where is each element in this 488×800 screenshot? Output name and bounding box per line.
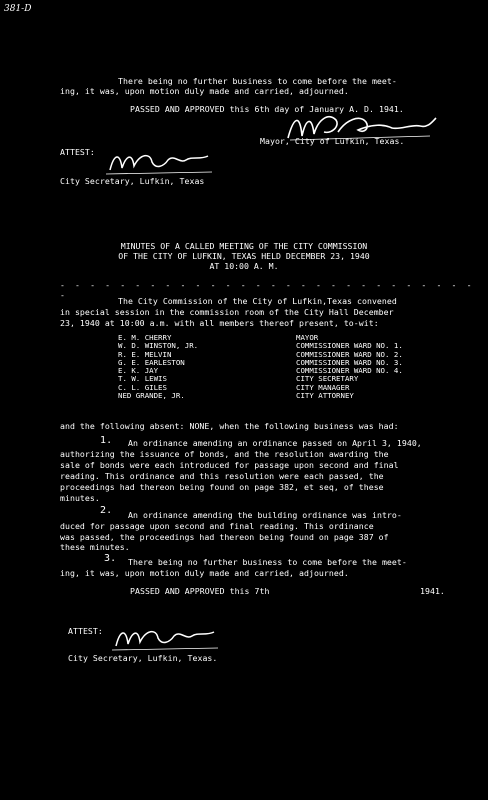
item-2-line-4: these minutes. [60, 542, 130, 552]
member-title: CITY MANAGER [296, 382, 350, 392]
item-2-line-3: was passed, the proceedings had thereon being found on page 387 of [60, 532, 389, 542]
separator-line: - - - - - - - - - - - - - - - - - - - - - - - - - - - - - [60, 280, 475, 300]
member-name: NED GRANDE, JR. [118, 391, 185, 401]
attest-label-bottom: ATTEST: [68, 626, 103, 636]
member-name: E. M. CHERRY [118, 333, 172, 342]
item-1-line-6: minutes. [60, 493, 100, 503]
item-1-line-2: authorizing the issuance of bonds, and the resolution awarding the [60, 449, 389, 459]
member-title: COMMISSIONER WARD NO. 3. [296, 357, 403, 367]
member-title: CITY ATTORNEY [296, 391, 354, 401]
member-title: CITY SECRETARY [296, 374, 359, 384]
member-title: COMMISSIONER WARD NO. 1. [296, 341, 403, 351]
item-3-number: 3. [104, 553, 117, 564]
member-title: COMMISSIONER WARD NO. 2. [296, 349, 403, 359]
item-1-line-1: An ordinance amending an ordinance passed on April 3, 1940, [128, 438, 422, 448]
minutes-heading-line-3: AT 10:00 A. M. [209, 261, 279, 271]
attest-label-top: ATTEST: [60, 147, 95, 157]
item-2-line-2: duced for passage upon second and final reading. This ordinance [60, 521, 374, 531]
item-1-line-4: reading. This ordinance and this resolution were each passed, the [60, 471, 384, 481]
minutes-heading-line-2: OF THE CITY OF LUFKIN, TEXAS HELD DECEMBER 23, 1940 [118, 251, 370, 261]
item-2-number: 2. [100, 505, 113, 516]
passed-approved-line: PASSED AND APPROVED this 6th day of January A. D. 1941. [130, 104, 404, 114]
secretary-signature-top [104, 146, 214, 178]
member-name: C. L. GILES [118, 382, 167, 392]
member-name: W. D. WINSTON, JR. [118, 341, 199, 351]
item-1-line-5: proceedings had thereon being found on page 382, et seq, of these [60, 482, 384, 492]
secretary-signature-bottom [110, 622, 220, 654]
member-name: G. E. EARLESTON [118, 357, 185, 367]
closing-line-2: ing, it was, upon motion duly made and carried, adjourned. [60, 86, 349, 96]
intro-line-2: in special session in the commission room of the City Hall December [60, 307, 394, 317]
page-corner-mark: 381-D [4, 4, 32, 14]
member-name: E. K. JAY [118, 366, 159, 376]
secretary-caption-bottom: City Secretary, Lufkin, Texas. [68, 653, 218, 663]
item-3-line-1: There being no further business to come before the meet- [128, 557, 407, 567]
member-name: R. E. MELVIN [118, 349, 172, 359]
item-3-line-2: ing, it was, upon motion duly made and carried, adjourned. [60, 568, 349, 578]
passed-approved-line-bottom: PASSED AND APPROVED this 7th [130, 586, 270, 596]
item-1-line-3: sale of bonds were each introduced for passage upon second and final [60, 460, 399, 470]
member-title: COMMISSIONER WARD NO. 4. [296, 366, 403, 376]
secretary-caption-top: City Secretary, Lufkin, Texas [60, 176, 205, 186]
item-1-number: 1. [100, 435, 113, 446]
absent-line: and the following absent: NONE, when the following business was had: [60, 421, 399, 431]
closing-line-1: There being no further business to come before the meet- [118, 76, 397, 86]
mayor-caption: Mayor, City of Lufkin, Texas. [260, 136, 405, 146]
member-name: T. W. LEWIS [118, 374, 167, 384]
intro-line-1: The City Commission of the City of Lufkin,Texas convened [118, 296, 397, 306]
intro-line-3: 23, 1940 at 10:00 a.m. with all members thereof present, to-wit: [60, 318, 379, 328]
passed-year: 1941. [420, 586, 445, 596]
member-title: MAYOR [296, 333, 319, 342]
item-2-line-1: An ordinance amending the building ordinance was intro- [128, 510, 402, 520]
minutes-heading-line-1: MINUTES OF A CALLED MEETING OF THE CITY COMMISSION [120, 241, 368, 251]
